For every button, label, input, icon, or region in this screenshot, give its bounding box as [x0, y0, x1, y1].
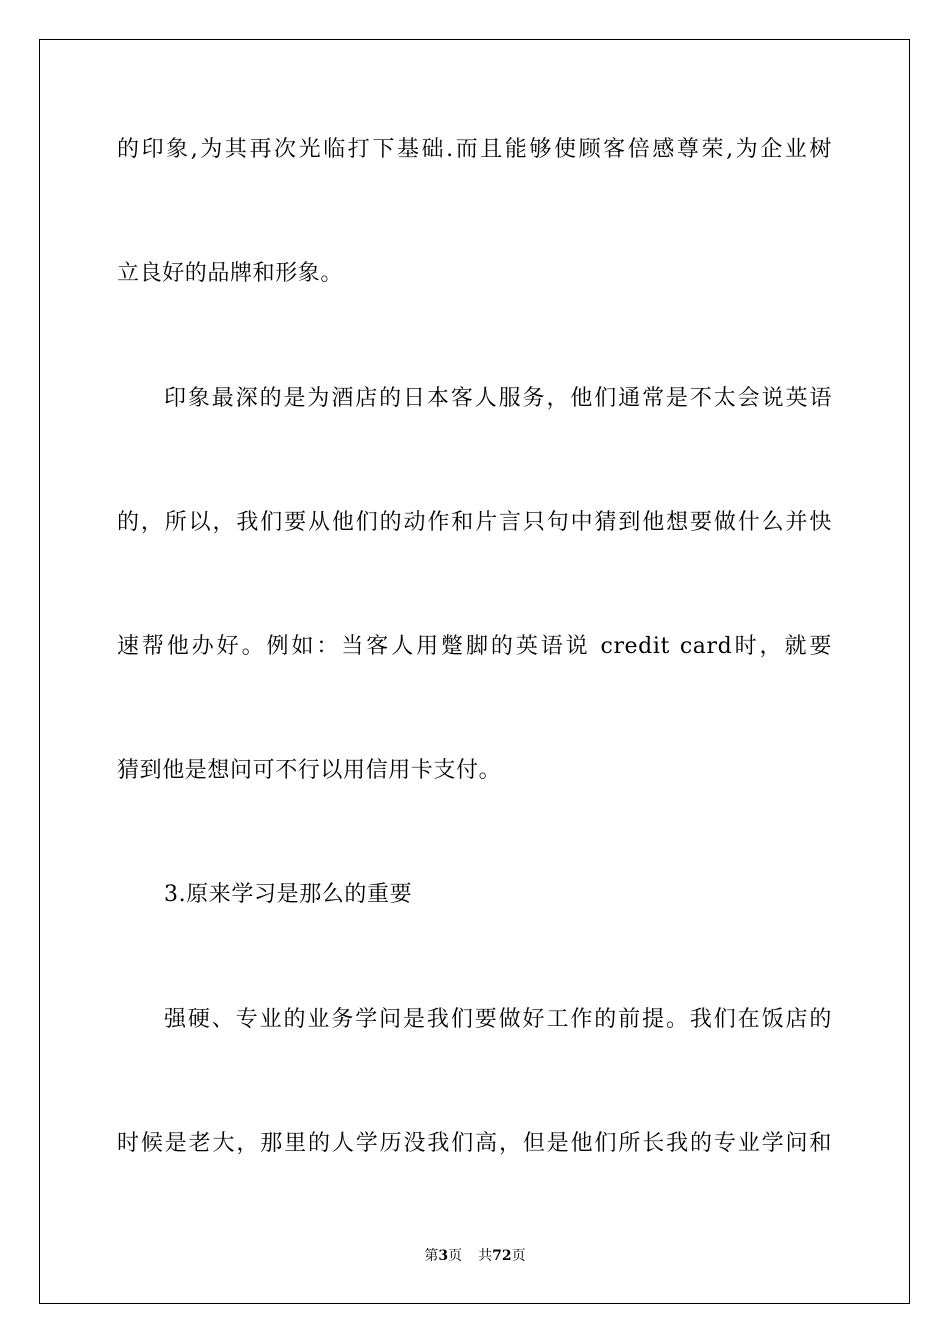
page-number: 3 [438, 1248, 449, 1264]
body-line-6: 猜到他是想问可不行以用信用卡支付。 [117, 758, 502, 783]
page-prefix: 第 [424, 1248, 439, 1264]
total-prefix: 共 [478, 1248, 493, 1264]
body-line-4: 的，所以，我们要从他们的动作和片言只句中猜到他想要做什么并快 [117, 510, 832, 535]
body-line-3: 印象最深的是为酒店的日本客人服务，他们通常是不太会说英语 [164, 386, 832, 411]
body-line-1: 的印象,为其再次光临打下基础.而且能够使顾客倍感尊荣,为企业树 [117, 137, 832, 162]
body-line-2: 立良好的品牌和形象。 [117, 261, 344, 286]
section-heading: 3.原来学习是那么的重要 [164, 882, 413, 907]
total-suffix: 页 [511, 1248, 526, 1264]
page-frame [39, 39, 910, 1304]
total-pages: 72 [492, 1248, 512, 1264]
body-line-5: 速帮他办好。例如：当客人用蹩脚的英语说 credit card时，就要 [117, 634, 832, 659]
body-line-8: 时候是老大，那里的人学历没我们高，但是他们所长我的专业学问和 [117, 1131, 832, 1156]
body-line-7: 强硬、专业的业务学问是我们要做好工作的前提。我们在饭店的 [164, 1007, 832, 1032]
page-footer [0, 1246, 950, 1266]
page-suffix: 页 [448, 1248, 463, 1264]
